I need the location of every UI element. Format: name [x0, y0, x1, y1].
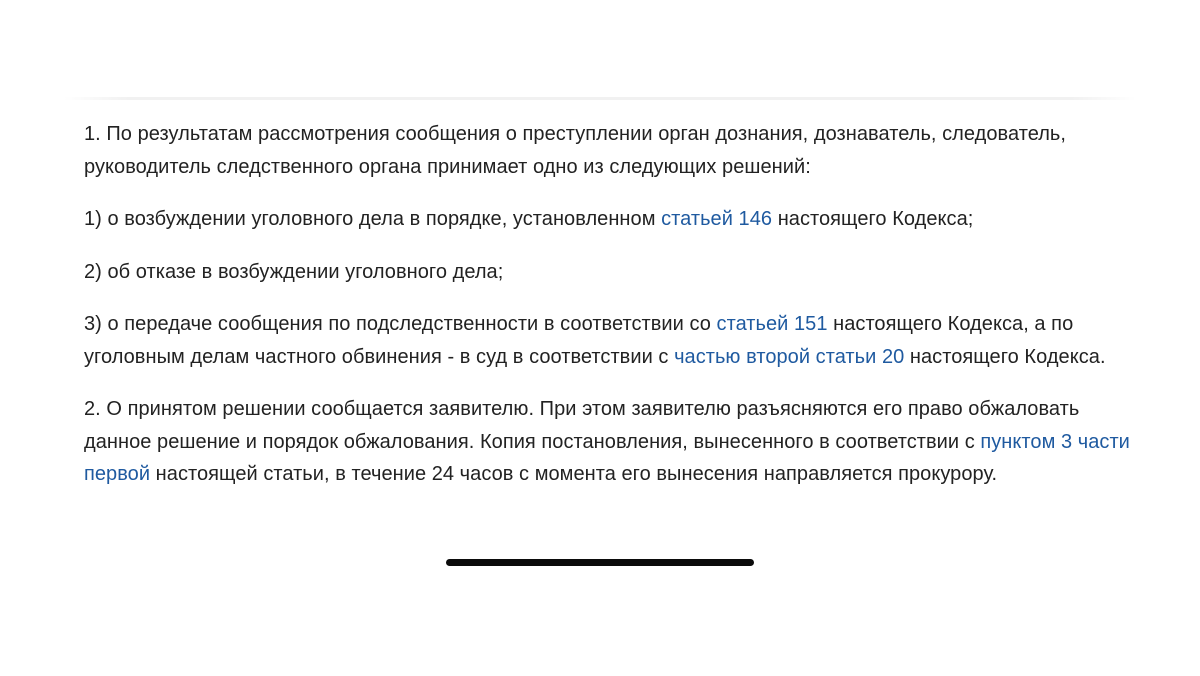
link-article-146[interactable]: статьей 146: [661, 208, 773, 230]
link-point-3-part-1[interactable]: пунктом 3 части первой: [84, 430, 1130, 485]
link-article-151[interactable]: статьей 151: [716, 313, 828, 335]
part-1-intro-text: 1. По результатам рассмотрения сообщения о преступлении орган дознания, дознаватель, следователь, руководитель следственного органа принимает одно из следующих решений:: [84, 123, 1066, 178]
item-3-text-before: 3) о передаче сообщения по подследственности в соответствии со: [84, 313, 717, 335]
paragraph-item-3: [84, 308, 1134, 373]
item-1-text-after: настоящего Кодекса;: [772, 208, 974, 230]
paragraph-part-2: [84, 393, 1134, 491]
link-part-two-article-20[interactable]: частью второй статьи 20: [674, 345, 905, 368]
item-3-text-after: настоящего Кодекса.: [904, 345, 1106, 368]
article-body: [84, 118, 1134, 511]
part-2-text-before: 2. О принятом решении сообщается заявителю. При этом заявителю разъясняются его право обжаловать данное решение и порядок обжалования. Копия постановления, вынесенного в соответствии с: [84, 398, 1080, 453]
item-2-text: 2) об отказе в возбуждении уголовного дела;: [84, 260, 504, 283]
paragraph-item-2: [84, 256, 1134, 289]
paragraph-item-1: [84, 203, 1134, 236]
top-divider: [64, 97, 1136, 100]
item-3-text-middle: настоящего Кодекса, а по уголовным делам частного обвинения - в суд в соответствии с: [84, 313, 1074, 368]
item-1-text-before: 1) о возбуждении уголовного дела в порядке, установленном: [84, 208, 662, 230]
part-2-text-after: настоящей статьи, в течение 24 часов с момента его вынесения направляется прокурору.: [150, 463, 998, 485]
paragraph-part-1: [84, 118, 1134, 183]
home-indicator-bar[interactable]: [446, 559, 754, 566]
